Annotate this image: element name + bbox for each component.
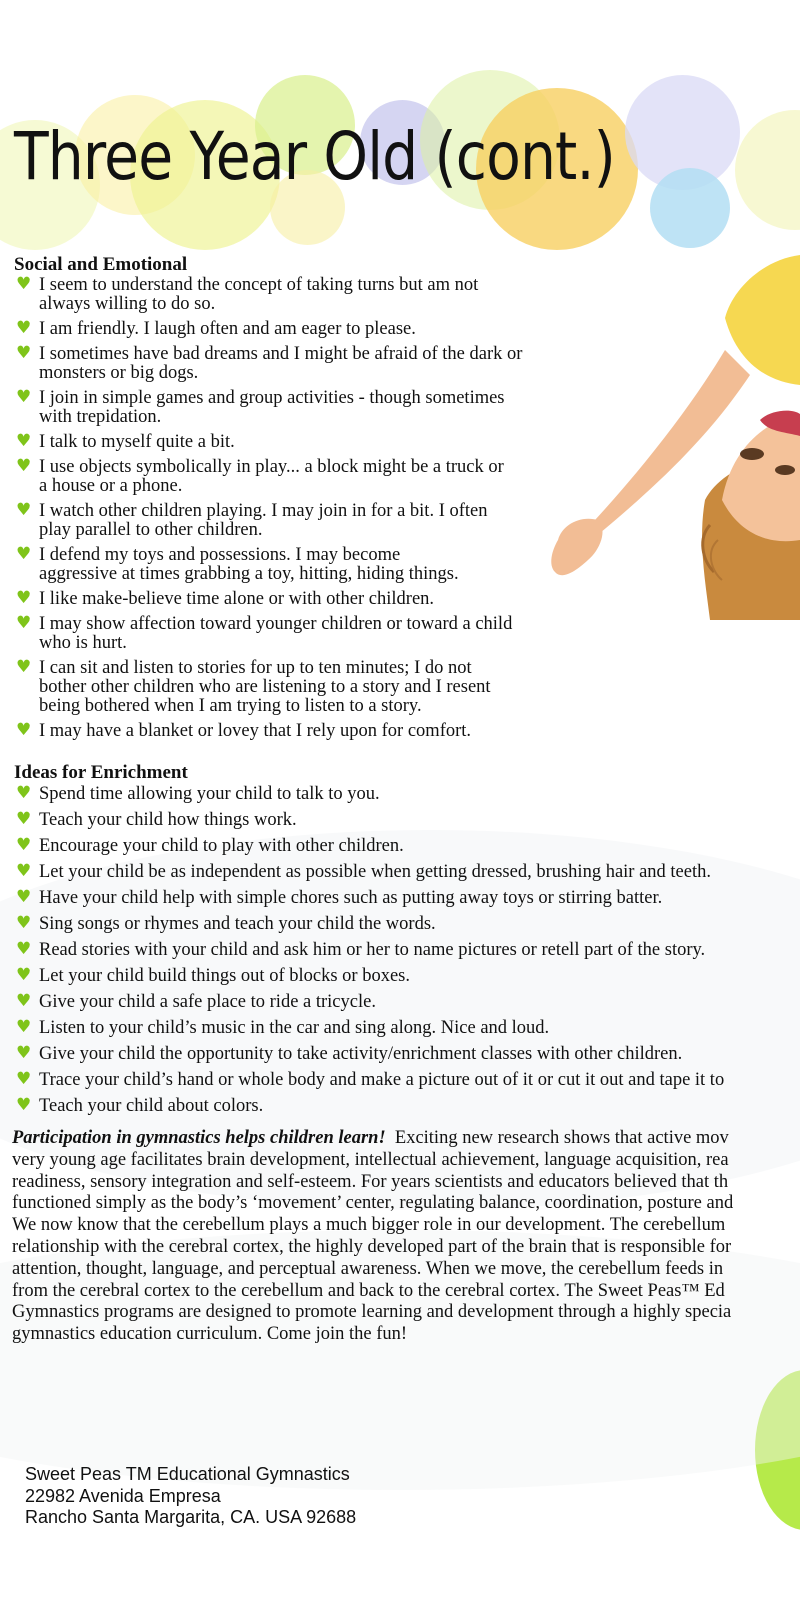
paragraph-line: Exciting new research shows that active mov bbox=[394, 1128, 729, 1148]
paragraph-line: We now know that the cerebellum plays a much bigger role in our development. The cerebellum bbox=[12, 1215, 726, 1236]
heart-bullet-icon: ♥ bbox=[16, 939, 32, 959]
heart-bullet-icon: ♥ bbox=[16, 500, 32, 520]
heart-bullet-icon: ♥ bbox=[16, 835, 32, 855]
list-item bbox=[14, 659, 522, 716]
list-item-text: I seem to understand the concept of taking turns but am not bbox=[39, 275, 479, 295]
heart-bullet-icon: ♥ bbox=[16, 809, 32, 829]
list-item bbox=[14, 615, 522, 653]
enrichment-section bbox=[14, 762, 724, 1123]
paragraph-line: functioned simply as the body’s ‘movement’ center, regulating balance, coordination, posture and bbox=[12, 1193, 734, 1214]
list-item-text: play parallel to other children. bbox=[39, 520, 263, 540]
list-item bbox=[14, 433, 522, 452]
list-item-text: Sing songs or rhymes and teach your child the words. bbox=[39, 914, 436, 934]
list-item bbox=[14, 722, 522, 741]
list-item bbox=[14, 993, 724, 1019]
section-heading: Ideas for Enrichment bbox=[14, 762, 188, 783]
social-emotional-section bbox=[14, 254, 522, 747]
heart-bullet-icon: ♥ bbox=[16, 456, 32, 476]
list-item bbox=[14, 967, 724, 993]
street-address: 22982 Avenida Empresa bbox=[25, 1485, 221, 1506]
list-item bbox=[14, 458, 522, 496]
heart-bullet-icon: ♥ bbox=[16, 588, 32, 608]
list-item-text: aggressive at times grabbing a toy, hitting, hiding things. bbox=[39, 564, 459, 584]
heart-bullet-icon: ♥ bbox=[16, 1095, 32, 1115]
list-item-text: being bothered when I am trying to listen to a story. bbox=[39, 696, 422, 716]
list-item-text: who is hurt. bbox=[39, 633, 127, 653]
heart-bullet-icon: ♥ bbox=[16, 387, 32, 407]
list-item-text: Trace your child’s hand or whole body and make a picture out of it or cut it out and tape it to bbox=[39, 1070, 725, 1090]
child-hand bbox=[551, 519, 602, 576]
list-item bbox=[14, 915, 724, 941]
paragraph-line: relationship with the cerebral cortex, the highly developed part of the brain that is responsible for bbox=[12, 1236, 732, 1257]
paragraph-line: Gymnastics programs are designed to promote learning and development through a highly specia bbox=[12, 1302, 732, 1323]
list-item bbox=[14, 389, 522, 427]
paragraph-lead: Participation in gymnastics helps children learn! bbox=[12, 1128, 386, 1148]
company-name: Sweet Peas TM Educational Gymnastics bbox=[25, 1464, 350, 1484]
list-item-text: Give your child the opportunity to take activity/enrichment classes with other children. bbox=[39, 1044, 683, 1064]
list-item-text: I talk to myself quite a bit. bbox=[39, 432, 235, 452]
list-item-text: Let your child be as independent as possible when getting dressed, brushing hair and teeth. bbox=[39, 862, 711, 882]
heart-bullet-icon: ♥ bbox=[16, 1043, 32, 1063]
list-item bbox=[14, 546, 522, 584]
list-item bbox=[14, 1071, 724, 1097]
paragraph-line: very young age facilitates brain development, intellectual achievement, language acquisition, rea bbox=[12, 1149, 729, 1170]
list-item bbox=[14, 590, 522, 609]
list-item-text: I like make-believe time alone or with other children. bbox=[39, 589, 435, 609]
list-item-text: a house or a phone. bbox=[39, 476, 183, 496]
heart-bullet-icon: ♥ bbox=[16, 274, 32, 294]
list-item-text: I sometimes have bad dreams and I might be afraid of the dark or bbox=[39, 344, 523, 364]
list-item-text: Teach your child how things work. bbox=[39, 810, 297, 830]
heart-bullet-icon: ♥ bbox=[16, 657, 32, 677]
heart-bullet-icon: ♥ bbox=[16, 613, 32, 633]
page-title: Three Year Old (cont.) bbox=[14, 118, 615, 195]
heart-bullet-icon: ♥ bbox=[16, 318, 32, 338]
list-item bbox=[14, 276, 522, 314]
heart-bullet-icon: ♥ bbox=[16, 965, 32, 985]
list-item-text: always willing to do so. bbox=[39, 294, 216, 314]
heart-bullet-icon: ♥ bbox=[16, 343, 32, 363]
heart-bullet-icon: ♥ bbox=[16, 783, 32, 803]
section-heading: Social and Emotional bbox=[14, 254, 188, 275]
list-item bbox=[14, 345, 522, 383]
paragraph-line: readiness, sensory integration and self-esteem. For years scientists and educators believed that th bbox=[12, 1171, 729, 1192]
heart-bullet-icon: ♥ bbox=[16, 913, 32, 933]
list-item-text: I join in simple games and group activities - though sometimes bbox=[39, 388, 505, 408]
list-item-text: bother other children who are listening to a story and I resent bbox=[39, 677, 491, 697]
list-item-text: Encourage your child to play with other children. bbox=[39, 836, 404, 856]
list-item-text: I may have a blanket or lovey that I rely upon for comfort. bbox=[39, 721, 472, 741]
enrichment-list bbox=[14, 785, 724, 1123]
list-item bbox=[14, 785, 724, 811]
list-item-text: Let your child build things out of blocks or boxes. bbox=[39, 966, 410, 986]
list-item-text: I defend my toys and possessions. I may become bbox=[39, 545, 401, 565]
list-item-text: with trepidation. bbox=[39, 407, 162, 427]
list-item-text: Have your child help with simple chores such as putting away toys or stirring batter. bbox=[39, 888, 663, 908]
paragraph-line: from the cerebral cortex to the cerebellum and back to the cerebral cortex. The Sweet Peas™ Ed bbox=[12, 1280, 725, 1301]
list-item bbox=[14, 1019, 724, 1045]
list-item-text: I am friendly. I laugh often and am eager to please. bbox=[39, 319, 416, 339]
child-eye bbox=[775, 465, 795, 475]
heart-bullet-icon: ♥ bbox=[16, 991, 32, 1011]
paragraph-line: gymnastics education curriculum. Come join the fun! bbox=[12, 1324, 408, 1345]
list-item bbox=[14, 811, 724, 837]
heart-bullet-icon: ♥ bbox=[16, 1069, 32, 1089]
list-item bbox=[14, 502, 522, 540]
heart-bullet-icon: ♥ bbox=[16, 1017, 32, 1037]
list-item bbox=[14, 320, 522, 339]
child-photo bbox=[500, 200, 800, 620]
heart-bullet-icon: ♥ bbox=[16, 720, 32, 740]
list-item-text: Teach your child about colors. bbox=[39, 1096, 264, 1116]
list-item-text: I use objects symbolically in play... a block might be a truck or bbox=[39, 457, 504, 477]
list-item bbox=[14, 889, 724, 915]
list-item bbox=[14, 863, 724, 889]
social-emotional-list bbox=[14, 276, 522, 741]
child-eye bbox=[740, 448, 764, 460]
address-block bbox=[25, 1464, 356, 1529]
list-item-text: Give your child a safe place to ride a tricycle. bbox=[39, 992, 376, 1012]
list-item bbox=[14, 837, 724, 863]
list-item-text: Spend time allowing your child to talk to you. bbox=[39, 784, 380, 804]
heart-bullet-icon: ♥ bbox=[16, 887, 32, 907]
heart-bullet-icon: ♥ bbox=[16, 544, 32, 564]
list-item-text: Listen to your child’s music in the car and sing along. Nice and loud. bbox=[39, 1018, 550, 1038]
heart-bullet-icon: ♥ bbox=[16, 861, 32, 881]
gymnastics-paragraph bbox=[12, 1128, 800, 1346]
list-item-text: Read stories with your child and ask him or her to name pictures or retell part of the story. bbox=[39, 940, 706, 960]
list-item bbox=[14, 941, 724, 967]
list-item-text: monsters or big dogs. bbox=[39, 363, 199, 383]
list-item bbox=[14, 1097, 724, 1123]
list-item-text: I can sit and listen to stories for up to ten minutes; I do not bbox=[39, 658, 472, 678]
paragraph-line: attention, thought, language, and perceptual awareness. When we move, the cerebellum feeds in bbox=[12, 1258, 724, 1279]
city-state-zip: Rancho Santa Margarita, CA. USA 92688 bbox=[25, 1507, 357, 1527]
list-item bbox=[14, 1045, 724, 1071]
list-item-text: I may show affection toward younger children or toward a child bbox=[39, 614, 513, 634]
list-item-text: I watch other children playing. I may join in for a bit. I often bbox=[39, 501, 488, 521]
heart-bullet-icon: ♥ bbox=[16, 431, 32, 451]
